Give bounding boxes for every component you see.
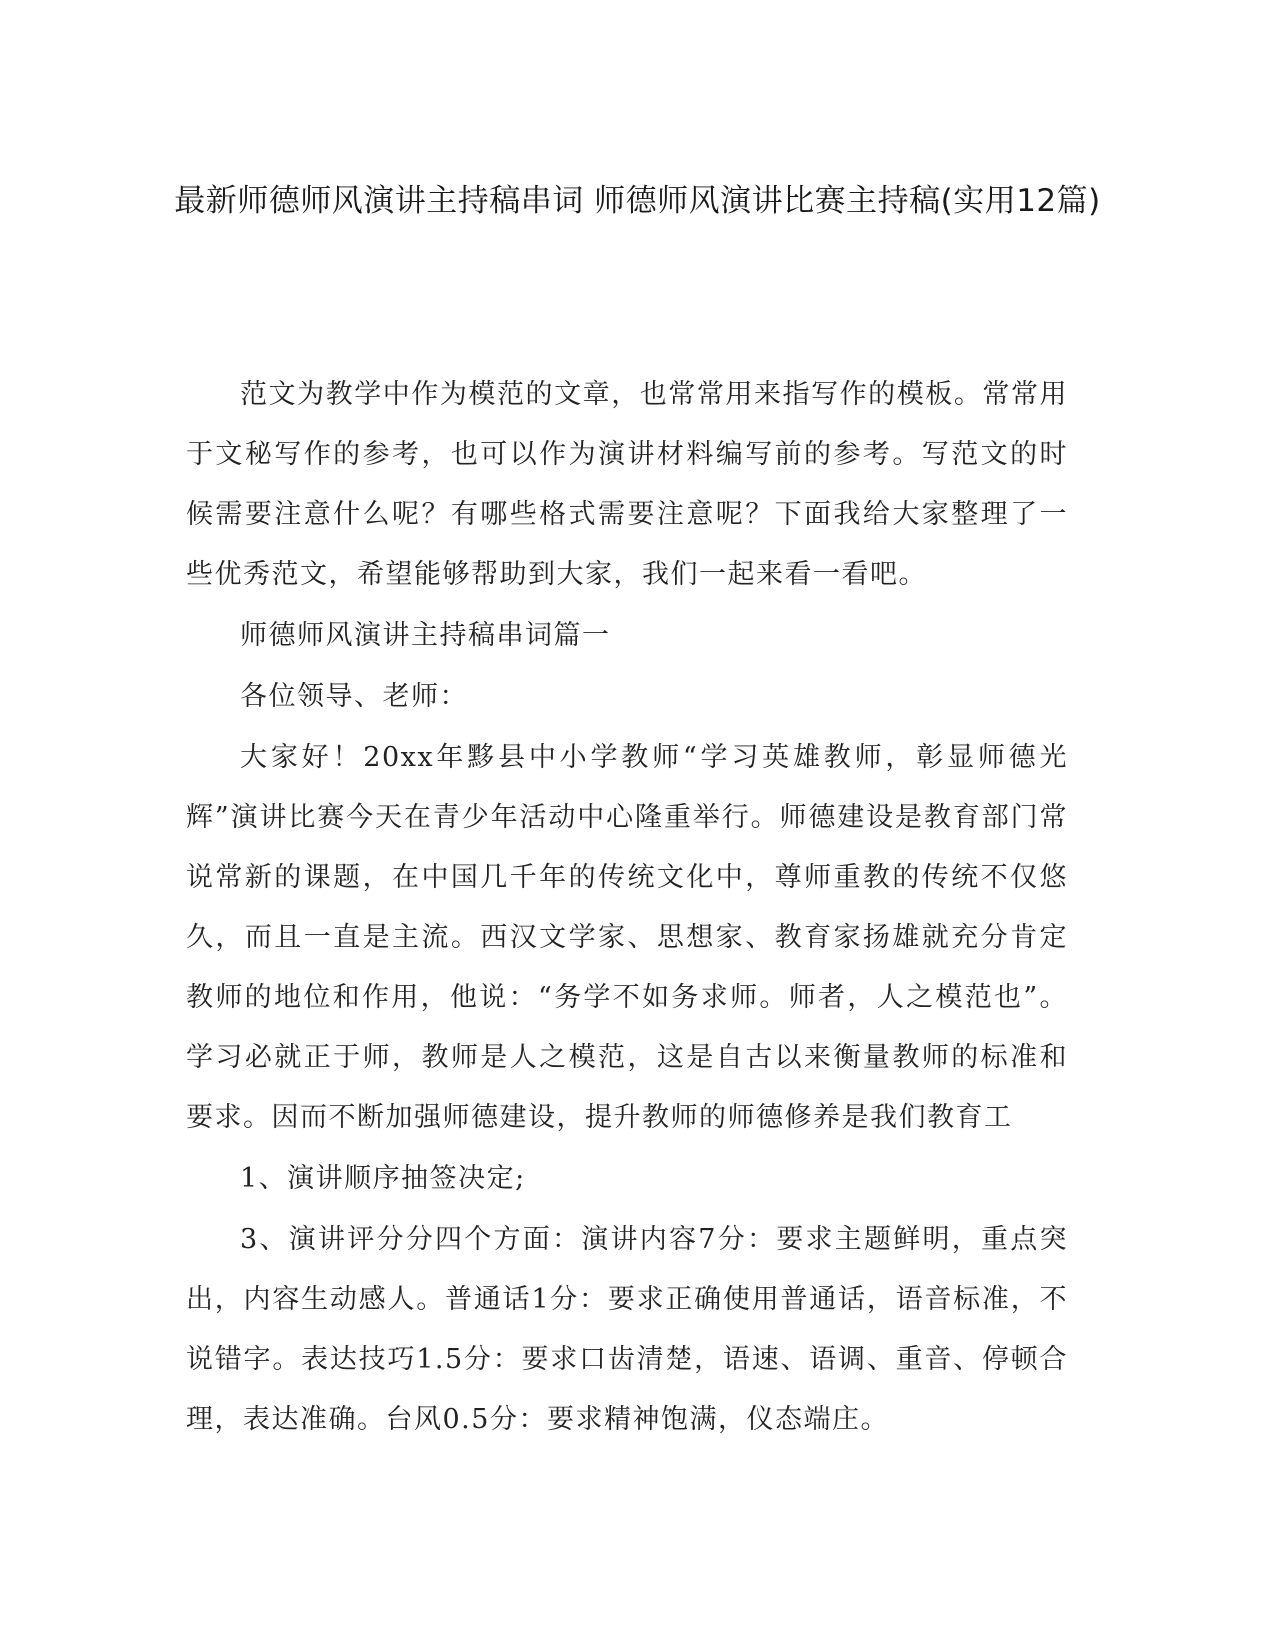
rule-item-3: 3、演讲评分分四个方面：演讲内容7分：要求主题鲜明，重点突出，内容生动感人。普通话1分：要求正确使用普通话，语音标准，不说错字。表达技巧1.5分：要求口齿清楚，语速、语调、重音、停顿合理，表达准确。台风0.5分：要求精神饱满，仪态端庄。 [186,1224,1068,1435]
intro-paragraph: 范文为教学中作为模范的文章，也常常用来指写作的模板。常常用于文秘写作的参考，也可以作为演讲材料编写前的参考。写范文的时候需要注意什么呢？有哪些格式需要注意呢？下面我给大家整理了一些优秀范文，希望能够帮助到大家，我们一起来看一看吧。 [186,379,1068,590]
speech-paragraph: 大家好！20xx年黟县中小学教师“学习英雄教师，彰显师德光辉”演讲比赛今天在青少年活动中心隆重举行。师德建设是教育部门常说常新的课题，在中国几千年的传统文化中，尊师重教的传统不仅悠久，而且一直是主流。西汉文学家、思想家、教育家扬雄就充分肯定教师的地位和作用，他说：“务学不如务求师。师者，人之模范也”。学习必就正于师，教师是人之模范，这是自古以来衡量教师的标准和要求。因而不断加强师德建设，提升教师的师德修养是我们教育工 [186,742,1068,1133]
rule-item-1: 1、演讲顺序抽签决定; [240,1163,526,1194]
document-body [186,365,1068,1450]
salutation: 各位领导、老师： [240,681,468,712]
section-heading: 师德师风演讲主持稿串词篇一 [240,620,611,651]
document-title: 最新师德师风演讲主持稿串词 师德师风演讲比赛主持稿(实用12篇) [174,183,1101,219]
